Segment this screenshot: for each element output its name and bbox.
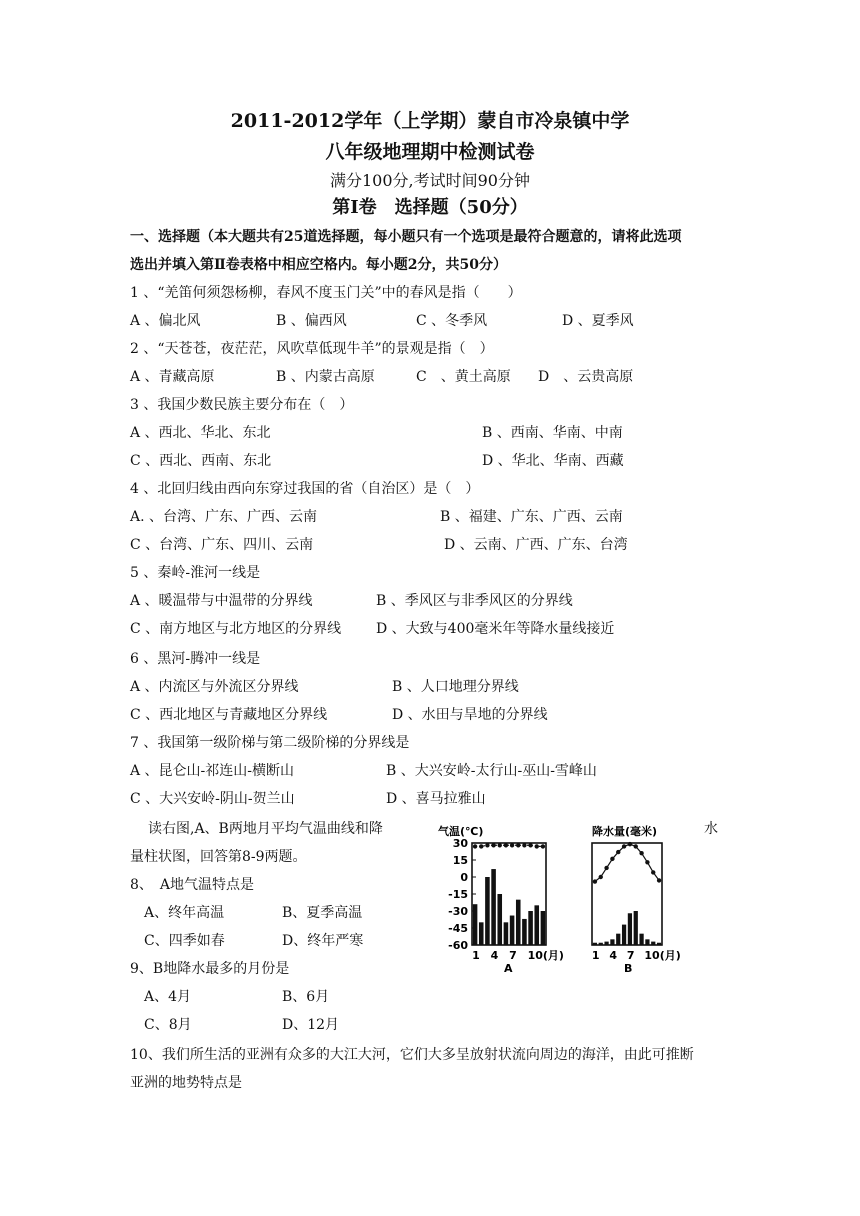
chart-b-precip-bar [639, 934, 643, 945]
question-9-option-c: C、8月 [144, 1017, 192, 1033]
chart-a-xtick-label: 10(月) [527, 949, 564, 962]
exam-title-line2: 八年级地理期中检测试卷 [325, 141, 535, 163]
chart-a-ytick-label: 15 [452, 854, 468, 867]
chart-a-precip-bar [534, 905, 539, 945]
chart-b-temp-point [610, 857, 614, 861]
question-7-stem: 7 、我国第一级阶梯与第二级阶梯的分界线是 [130, 735, 410, 751]
chart-b-precip-bar [616, 934, 620, 945]
question-3-stem: 3 、我国少数民族主要分布在（ ） [130, 397, 354, 413]
question-3-option-a: A 、西北、华北、东北 [130, 425, 271, 441]
chart-b-precip-bar [604, 942, 608, 945]
question-2-option-b: B 、内蒙古高原 [276, 369, 375, 385]
chart-b-temp-point [622, 844, 626, 848]
chart-b-xtick-label: 7 [626, 949, 635, 962]
reading-line1: 读右图,A、B两地月平均气温曲线和降 [148, 821, 383, 837]
question-2-option-d: D 、云贵高原 [538, 369, 634, 385]
question-6-stem: 6 、黑河-腾冲一线是 [130, 651, 261, 667]
question-5-option-a: A 、暖温带与中温带的分界线 [130, 593, 313, 609]
question-6-option-c: C 、西北地区与青藏地区分界线 [130, 707, 328, 723]
chart-a-xtick-label: 1 [472, 949, 480, 962]
chart-b-temp-point [645, 860, 649, 864]
chart-a-temp-point [516, 843, 520, 847]
chart-b-precip-bar [628, 913, 632, 945]
chart-b-temp-point [628, 842, 632, 846]
chart-b-precip-bar [622, 925, 626, 945]
question-5-option-c: C 、南方地区与北方地区的分界线 [130, 621, 342, 637]
chart-a-ytick-label: -60 [448, 939, 468, 952]
question-1-option-a: A 、偏北风 [130, 313, 201, 329]
chart-a-bars [473, 869, 545, 945]
chart-a-precip-bar [479, 922, 484, 945]
question-9-option-b: B、6月 [282, 989, 330, 1005]
question-8-option-a: A、终年高温 [144, 905, 225, 921]
question-4-option-d: D 、云南、广西、广东、台湾 [444, 537, 628, 553]
exam-score-time: 满分100分,考试时间90分钟 [330, 171, 530, 190]
chart-a-precip-bar [473, 904, 478, 945]
chart-a-ytick-label: -45 [448, 922, 468, 935]
chart-a-label: A [504, 962, 513, 975]
chart-a-precip-bar [491, 869, 496, 945]
question-6-option-d: D 、水田与旱地的分界线 [392, 707, 548, 723]
question-1-option-c: C 、冬季风 [416, 313, 488, 329]
chart-a-temp-point [473, 844, 477, 848]
question-7-option-a: A 、昆仑山-祁连山-横断山 [130, 763, 295, 779]
chart-a-temp-point [541, 844, 545, 848]
section-heading: 第Ⅰ卷 选择题（50分） [332, 197, 528, 218]
question-3-option-d: D 、华北、华南、西藏 [482, 453, 624, 469]
instructions-line2: 选出并填入第Ⅱ卷表格中相应空格内。每小题2分，共50分） [130, 257, 508, 273]
question-8-option-b: B、夏季高温 [282, 905, 363, 921]
chart-b-bars [593, 911, 661, 945]
chart-b-xtick-label: 10(月) [644, 949, 681, 962]
chart-b-xtick-label: 4 [609, 949, 618, 962]
question-7-option-d: D 、喜马拉雅山 [386, 791, 486, 807]
chart-b-temp-point [604, 866, 608, 870]
chart-b-temp-point [657, 878, 661, 882]
question-4-option-a: A. 、台湾、广东、广西、云南 [130, 509, 318, 525]
chart-a-precip-bar [497, 894, 502, 945]
chart-a-ylabel: 气温(℃) [438, 825, 484, 838]
chart-a-precip-bar [541, 911, 546, 945]
question-9-option-d: D、12月 [282, 1017, 340, 1033]
question-2-stem: 2 、“天苍苍，夜茫茫，风吹草低现牛羊”的景观是指（ ） [130, 341, 494, 357]
question-5-stem: 5 、秦岭-淮河一线是 [130, 565, 261, 581]
chart-a-temp-point [491, 843, 495, 847]
question-1-option-b: B 、偏西风 [276, 313, 347, 329]
chart-b-ylabel: 降水量(毫米) [592, 825, 658, 838]
chart-b-temp-point [639, 851, 643, 855]
question-7-option-b: B 、大兴安岭-太行山-巫山-雪峰山 [386, 763, 597, 779]
chart-a-precip-bar [516, 900, 521, 945]
question-10-line1: 10、我们所生活的亚洲有众多的大江大河，它们大多呈放射状流向周边的海洋，由此可推断 [130, 1047, 694, 1063]
question-9-option-a: A、4月 [144, 989, 192, 1005]
chart-a-temp-point [485, 843, 489, 847]
question-4-option-b: B 、福建、广东、广西、云南 [440, 509, 623, 525]
instructions-line1: 一、选择题（本大题共有25道选择题，每小题只有一个选项是最符合题意的，请将此选项 [130, 229, 682, 245]
chart-b-precip-bar [645, 939, 649, 945]
climate-charts-svg [434, 818, 730, 978]
reading-line2: 量柱状图，回答第8-9两题。 [130, 849, 307, 865]
question-8-stem: 8、 A地气温特点是 [130, 877, 255, 893]
chart-a-ytick-label: -30 [448, 905, 468, 918]
chart-b-temp-point [651, 870, 655, 874]
chart-b-frame [592, 843, 662, 945]
chart-a-precip-bar [510, 916, 515, 945]
chart-a-xtick-label: 4 [490, 949, 499, 962]
question-5-option-d: D 、大致与400毫米年等降水量线接近 [376, 621, 615, 637]
chart-b-temperature-line [593, 842, 662, 884]
question-7-option-c: C 、大兴安岭-阴山-贺兰山 [130, 791, 295, 807]
question-3-option-b: B 、西南、华南、中南 [482, 425, 623, 441]
chart-b-temp-point [634, 844, 638, 848]
chart-b-precip-bar [657, 943, 661, 945]
chart-b-precip-bar [599, 943, 603, 945]
chart-a-temp-point [510, 843, 514, 847]
question-1-option-d: D 、夏季风 [562, 313, 634, 329]
question-5-option-b: B 、季风区与非季风区的分界线 [376, 593, 573, 609]
question-4-stem: 4 、北回归线由西向东穿过我国的省（自治区）是（ ） [130, 481, 480, 497]
chart-a-temperature-line [473, 843, 545, 849]
question-2-option-c: C 、黄土高原 [416, 369, 511, 385]
chart-b-precip-bar [593, 943, 597, 945]
chart-a-temp-point [535, 844, 539, 848]
chart-a-precip-bar [522, 919, 527, 945]
chart-b-temp-point [616, 850, 620, 854]
question-8-option-c: C、四季如春 [144, 933, 225, 949]
chart-a-precip-bar [528, 911, 533, 945]
question-6-option-b: B 、人口地理分界线 [392, 679, 519, 695]
chart-b-temp-point [599, 875, 603, 879]
question-9-stem: 9、B地降水最多的月份是 [130, 961, 290, 977]
chart-a-temp-point [479, 844, 483, 848]
chart-b-label: B [624, 962, 633, 975]
chart-b-precip-bar [634, 911, 638, 945]
question-8-option-d: D、终年严寒 [282, 933, 364, 949]
question-4-option-c: C 、台湾、广东、四川、云南 [130, 537, 314, 553]
chart-a-xtick-label: 7 [509, 949, 517, 962]
chart-a-temp-point [504, 843, 508, 847]
chart-b-xticks [592, 949, 681, 962]
chart-b-temp-point [593, 879, 597, 883]
question-1-stem: 1 、“羌笛何须怨杨柳，春风不度玉门关”中的春风是指（ ） [130, 285, 522, 301]
chart-a-ytick-label: 0 [460, 871, 468, 884]
question-3-option-c: C 、西北、西南、东北 [130, 453, 272, 469]
chart-a-xticks [472, 949, 564, 962]
chart-b-precip-bar [610, 939, 614, 945]
reading-line1-tail: 水 [704, 821, 718, 837]
chart-a-temp-point [528, 843, 532, 847]
chart-b-precip-bar [651, 942, 655, 945]
chart-a-ytick-label: 30 [452, 837, 468, 850]
chart-a-temp-point [522, 843, 526, 847]
question-6-option-a: A 、内流区与外流区分界线 [130, 679, 299, 695]
chart-a-precip-bar [504, 922, 509, 945]
climate-charts-figure [434, 818, 730, 978]
chart-b-xtick-label: 1 [591, 949, 600, 962]
chart-a-precip-bar [485, 877, 490, 945]
exam-title-line1: 2011-2012学年（上学期）蒙自市冷泉镇中学 [230, 110, 630, 132]
question-2-option-a: A 、青藏高原 [130, 369, 215, 385]
question-10-line2: 亚洲的地势特点是 [130, 1075, 242, 1091]
chart-a-ytick-label: -15 [448, 888, 468, 901]
chart-a-temp-point [498, 843, 502, 847]
